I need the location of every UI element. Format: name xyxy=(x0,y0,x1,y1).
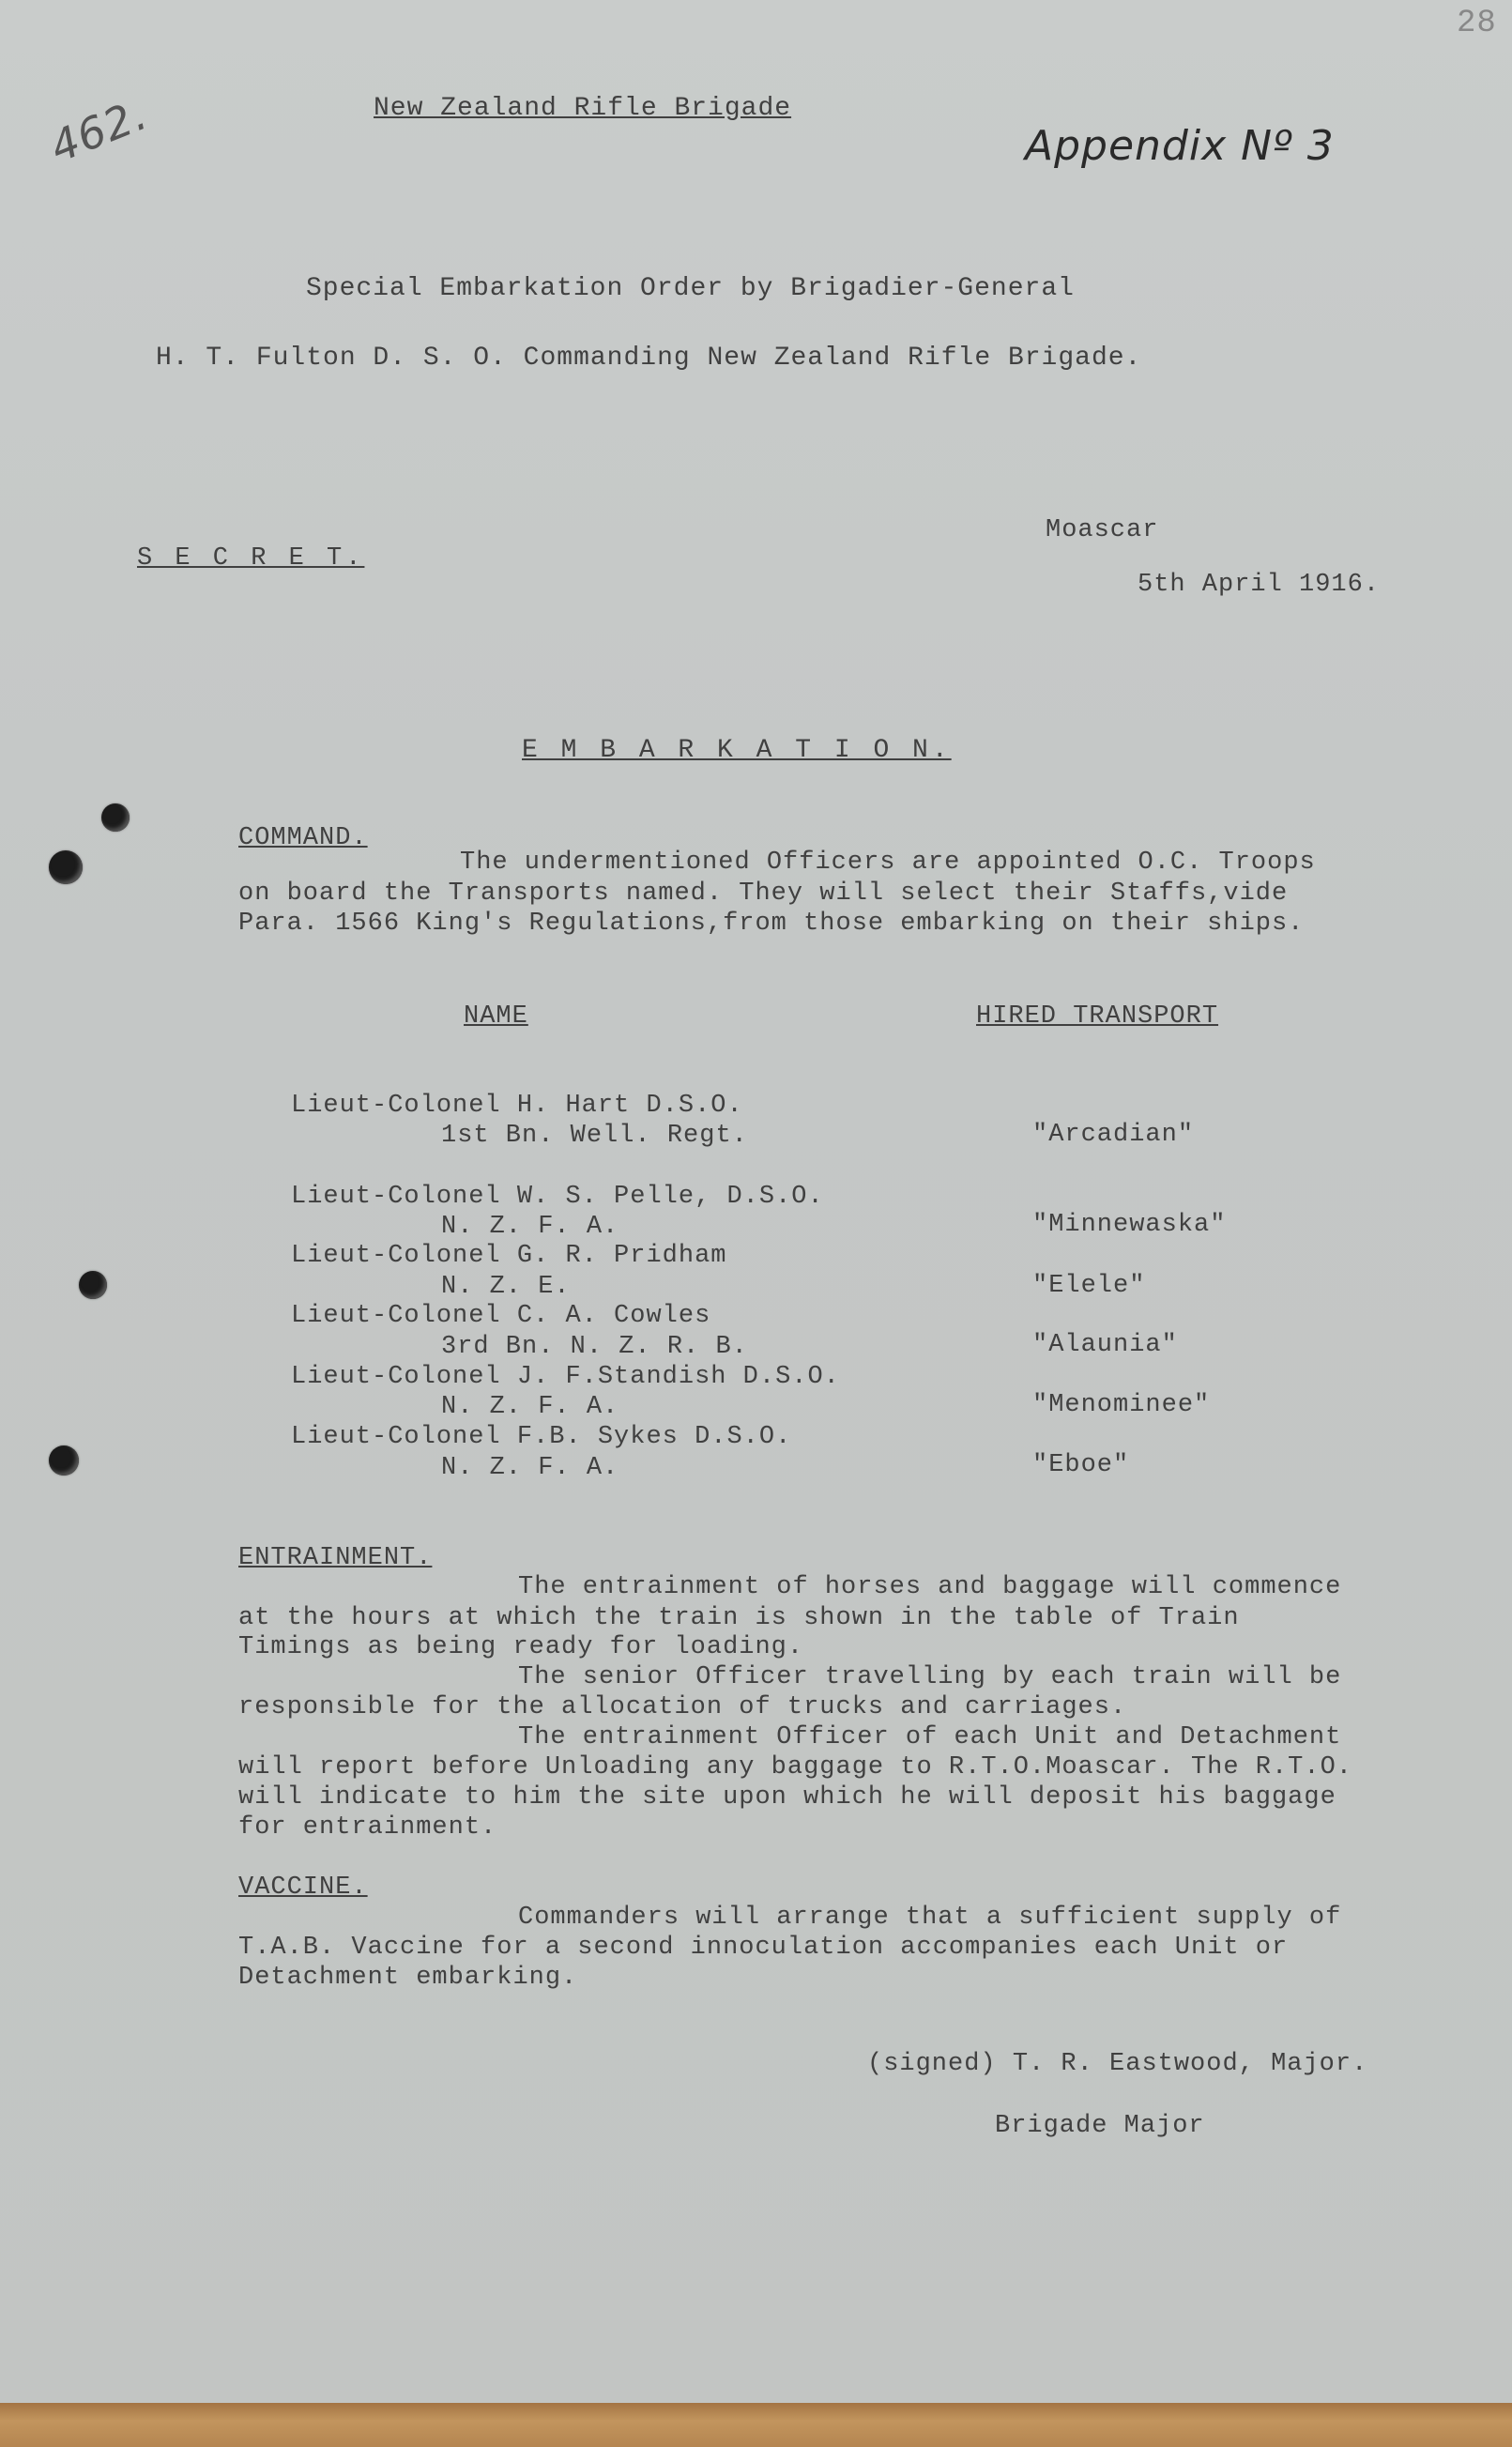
officer-name: Lieut-Colonel W. S. Pelle, D.S.O. xyxy=(291,1183,824,1211)
officer-name: Lieut-Colonel H. Hart D.S.O. xyxy=(291,1092,743,1120)
place: Moascar xyxy=(1046,516,1159,544)
entrainment-line: The entrainment Officer of each Unit and Detachment xyxy=(518,1723,1342,1751)
entrainment-line: for entrainment. xyxy=(238,1813,497,1842)
entrainment-line: The entrainment of horses and baggage will commence xyxy=(518,1573,1342,1601)
punch-hole xyxy=(101,803,130,832)
column-name-heading: NAME xyxy=(464,1002,528,1031)
order-title-line2: H. T. Fulton D. S. O. Commanding New Zealand Rifle Brigade. xyxy=(156,344,1142,373)
officer-name: Lieut-Colonel J. F.Standish D.S.O. xyxy=(291,1363,840,1391)
command-line-3: Para. 1566 King's Regulations,from those embarking on their ships. xyxy=(238,910,1305,938)
officer-unit: N. Z. F. A. xyxy=(441,1213,619,1241)
classification: S E C R E T. xyxy=(137,544,365,573)
table-surface xyxy=(0,2403,1512,2447)
officer-unit: 1st Bn. Well. Regt. xyxy=(441,1122,748,1150)
signature-line: (signed) T. R. Eastwood, Major. xyxy=(867,2050,1368,2078)
transport-name: "Eboe" xyxy=(1032,1451,1130,1479)
transport-name: "Elele" xyxy=(1032,1272,1146,1300)
punch-hole xyxy=(49,850,83,884)
vaccine-heading: VACCINE. xyxy=(238,1873,368,1902)
officer-unit: N. Z. E. xyxy=(441,1273,571,1301)
column-transport-heading: HIRED TRANSPORT xyxy=(976,1002,1219,1031)
date: 5th April 1916. xyxy=(1138,571,1381,599)
folio-number: 462. xyxy=(42,88,155,173)
officer-name: Lieut-Colonel F.B. Sykes D.S.O. xyxy=(291,1423,792,1451)
command-heading: COMMAND. xyxy=(238,824,368,852)
signature-role: Brigade Major xyxy=(995,2112,1205,2140)
officer-unit: N. Z. F. A. xyxy=(441,1393,619,1421)
transport-name: "Minnewaska" xyxy=(1032,1211,1227,1239)
order-title-line1: Special Embarkation Order by Brigadier-General xyxy=(306,274,1075,303)
command-line-2: on board the Transports named. They will select their Staffs,vide xyxy=(238,879,1289,908)
entrainment-line: The senior Officer travelling by each train will be xyxy=(518,1663,1342,1691)
officer-name: Lieut-Colonel G. R. Pridham xyxy=(291,1242,727,1270)
punch-hole xyxy=(49,1445,79,1476)
officer-unit: N. Z. F. A. xyxy=(441,1454,619,1482)
officer-unit: 3rd Bn. N. Z. R. B. xyxy=(441,1333,748,1361)
transport-name: "Menominee" xyxy=(1032,1391,1211,1419)
officer-name: Lieut-Colonel C. A. Cowles xyxy=(291,1302,711,1330)
vaccine-line: Commanders will arrange that a sufficient supply of xyxy=(518,1904,1342,1932)
vaccine-line: Detachment embarking. xyxy=(238,1964,578,1992)
entrainment-heading: ENTRAINMENT. xyxy=(238,1544,433,1572)
entrainment-line: responsible for the allocation of trucks and carriages. xyxy=(238,1693,1127,1721)
command-line-1: The undermentioned Officers are appointed O.C. Troops xyxy=(460,849,1316,877)
section-title: E M B A R K A T I O N. xyxy=(522,736,952,765)
entrainment-line: Timings as being ready for loading. xyxy=(238,1633,804,1661)
entrainment-line: will report before Unloading any baggage to R.T.O.Moascar. The R.T.O. xyxy=(238,1753,1352,1782)
unit-heading: New Zealand Rifle Brigade xyxy=(374,94,792,123)
vaccine-line: T.A.B. Vaccine for a second innoculation accompanies each Unit or xyxy=(238,1934,1289,1962)
transport-name: "Alaunia" xyxy=(1032,1331,1178,1359)
appendix-label: Appendix Nº 3 xyxy=(1025,122,1335,170)
punch-hole xyxy=(79,1271,107,1299)
entrainment-line: at the hours at which the train is shown in the table of Train xyxy=(238,1604,1240,1632)
corner-number: 28 xyxy=(1457,6,1497,41)
entrainment-line: will indicate to him the site upon which he will deposit his baggage xyxy=(238,1783,1336,1812)
transport-name: "Arcadian" xyxy=(1032,1121,1195,1149)
